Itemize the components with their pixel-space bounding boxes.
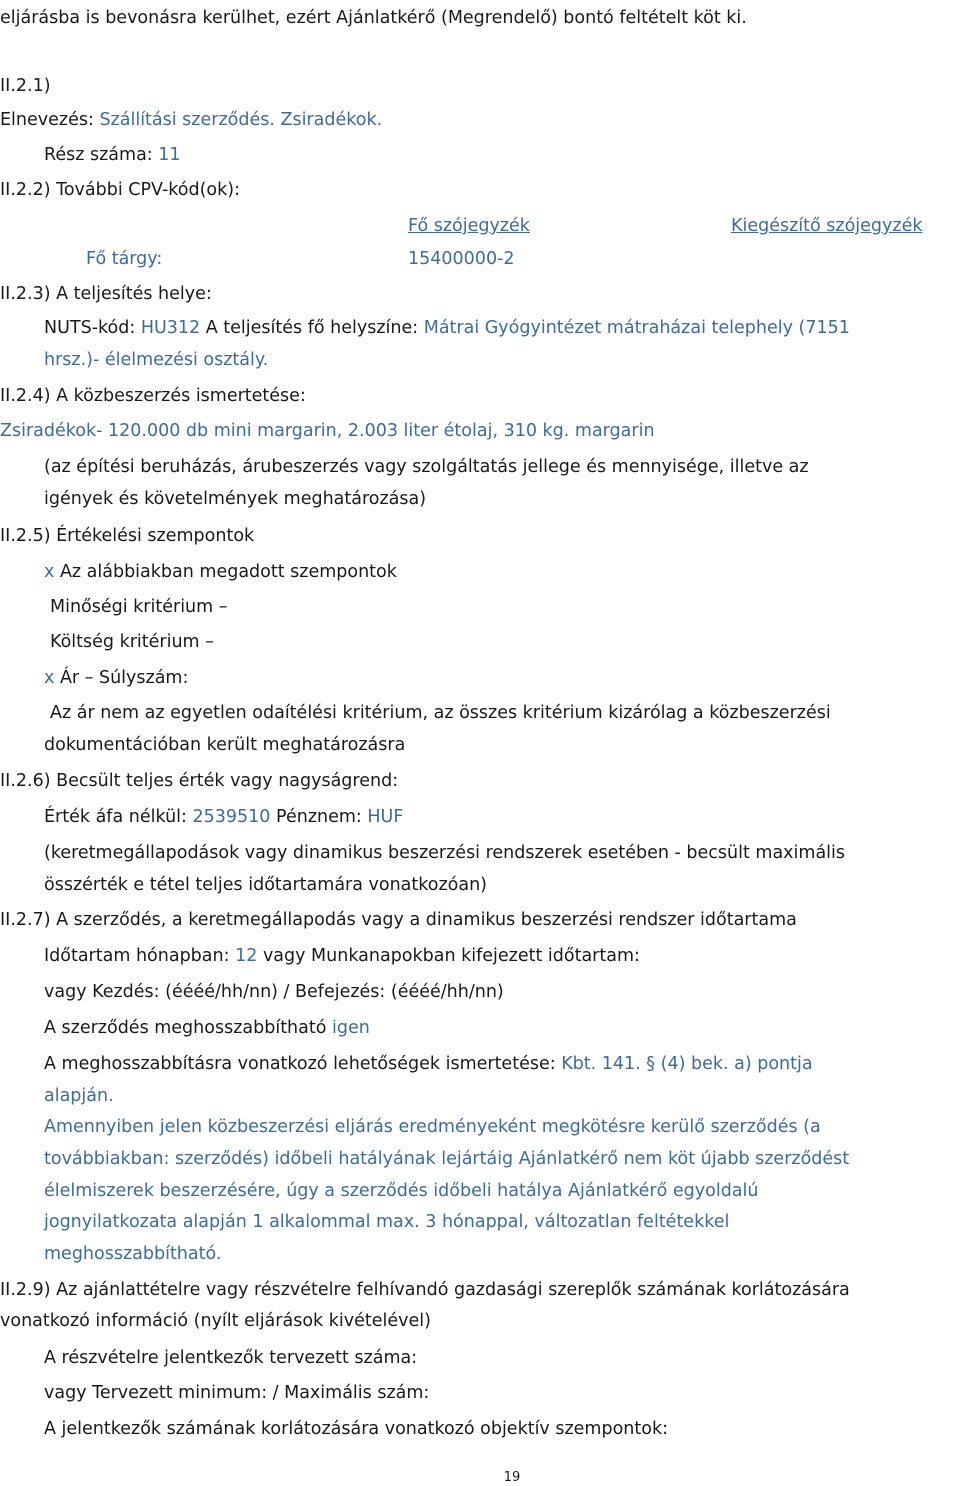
- name-value: Szállítási szerződés. Zsiradékok.: [99, 110, 383, 130]
- site-value: Mátrai Gyógyintézet mátraházai telephely (7151: [423, 318, 850, 338]
- description-note-1: (az építési beruházás, árubeszerzés vagy szolgáltatás jellege és mennyisége, illetve az: [44, 457, 809, 477]
- section-2-5-heading: II.2.5) Értékelési szempontok: [0, 526, 255, 546]
- nuts-value: HU312: [140, 318, 201, 338]
- section-2-1-heading: II.2.1): [0, 76, 51, 96]
- extension-desc-label: A meghosszabbításra vonatkozó lehetőségek ismertetése:: [44, 1054, 556, 1074]
- col-main-vocabulary: Fő szójegyzék: [408, 216, 530, 236]
- price-criterion: Ár – Súlyszám:: [59, 668, 189, 688]
- nuts-label: NUTS-kód:: [44, 318, 136, 338]
- criteria-mark: x: [44, 562, 55, 582]
- name-label: Elnevezés:: [0, 110, 94, 130]
- main-subject-code: 15400000-2: [408, 249, 515, 269]
- section-2-6-heading: II.2.6) Becsült teljes érték vagy nagyságrend:: [0, 771, 399, 791]
- extension-label: A szerződés meghosszabbítható: [44, 1018, 327, 1038]
- dates-row: vagy Kezdés: (éééé/hh/nn) / Befejezés: (éééé/hh/nn): [44, 982, 504, 1002]
- price-mark: x: [44, 668, 55, 688]
- duration-row: [44, 946, 640, 966]
- value-amount: 2539510: [192, 807, 271, 827]
- criteria-given: Az alábbiakban megadott szempontok: [59, 562, 397, 582]
- value-note-2: összérték e tétel teljes időtartamára vonatkozóan): [44, 875, 488, 895]
- planned-applicants: A részvételre jelentkezők tervezett száma:: [44, 1348, 418, 1368]
- criteria-given-row: [44, 562, 397, 582]
- value-note-1: (keretmegállapodások vagy dinamikus beszerzési rendszerek esetében - becsült maximális: [44, 843, 846, 863]
- section-2-2-heading: II.2.2) További CPV-kód(ok):: [0, 180, 241, 200]
- section-2-9-heading: II.2.9) Az ajánlattételre vagy részvételre felhívandó gazdasági szereplők számának korlátozására: [0, 1280, 850, 1300]
- extension-text-line: meghosszabbítható.: [44, 1244, 222, 1264]
- extension-desc-row: [44, 1054, 813, 1074]
- main-subject-label: Fő tárgy:: [86, 249, 163, 269]
- section-2-7-heading: II.2.7) A szerződés, a keretmegállapodás vagy a dinamikus beszerzési rendszer időtartama: [0, 910, 797, 930]
- extension-text-line: Amennyiben jelen közbeszerzési eljárás eredményeként megkötésre kerülő szerződés (a: [44, 1117, 821, 1137]
- description-note-2: igények és követelmények meghatározása): [44, 489, 427, 509]
- extension-desc-value: Kbt. 141. § (4) bek. a) pontja: [561, 1054, 813, 1074]
- extension-row: [44, 1018, 370, 1038]
- months-value: 12: [235, 946, 258, 966]
- extension-text-line: élelmiszerek beszerzésére, úgy a szerződés időbeli hatálya Ajánlatkérő egyoldalú: [44, 1181, 759, 1201]
- cost-criterion: Költség kritérium –: [50, 632, 214, 652]
- price-row: [44, 668, 188, 688]
- intro-text: eljárásba is bevonásra kerülhet, ezért Ajánlatkérő (Megrendelő) bontó feltételt köt ki.: [0, 8, 747, 28]
- nuts-row: [44, 318, 850, 338]
- extension-text-line: továbbiakban: szerződés) időbeli hatályának lejártáig Ajánlatkérő nem köt újabb szerződést: [44, 1149, 850, 1169]
- part-value: 11: [158, 145, 181, 165]
- extension-text-line: jognyilatkozata alapján 1 alkalommal max. 3 hónappal, változatlan feltétekkel: [44, 1212, 730, 1232]
- section-2-4-heading: II.2.4) A közbeszerzés ismertetése:: [0, 386, 306, 406]
- name-row: [0, 110, 382, 130]
- extension-value: igen: [332, 1018, 370, 1038]
- site-label: A teljesítés fő helyszíne:: [205, 318, 419, 338]
- criteria-note-2: dokumentációban került meghatározásra: [44, 735, 406, 755]
- months-label: Időtartam hónapban:: [44, 946, 230, 966]
- part-label: Rész száma:: [44, 145, 153, 165]
- min-max-row: vagy Tervezett minimum: / Maximális szám:: [44, 1383, 430, 1403]
- procurement-description: Zsiradékok- 120.000 db mini margarin, 2.003 liter étolaj, 310 kg. margarin: [0, 421, 655, 441]
- col-supplementary-vocabulary: Kiegészítő szójegyzék: [731, 216, 923, 236]
- days-label: vagy Munkanapokban kifejezett időtartam:: [262, 946, 640, 966]
- value-row: [44, 807, 403, 827]
- extension-desc-cont: alapján.: [44, 1086, 114, 1106]
- site-value-cont: hrsz.)- élelmezési osztály.: [44, 350, 269, 370]
- part-row: [44, 145, 181, 165]
- criteria-note-1: Az ár nem az egyetlen odaítélési kritérium, az összes kritérium kizárólag a közbeszerzési: [50, 703, 831, 723]
- section-2-9-heading-cont: vonatkozó információ (nyílt eljárások kivételével): [0, 1311, 431, 1331]
- currency-value: HUF: [367, 807, 404, 827]
- quality-criterion: Minőségi kritérium –: [50, 597, 228, 617]
- section-2-3-heading: II.2.3) A teljesítés helye:: [0, 284, 212, 304]
- limitation-criteria: A jelentkezők számának korlátozására vonatkozó objektív szempontok:: [44, 1419, 668, 1439]
- currency-label: Pénznem:: [276, 807, 362, 827]
- page-number: 19: [503, 1470, 521, 1485]
- value-label: Érték áfa nélkül:: [44, 807, 187, 827]
